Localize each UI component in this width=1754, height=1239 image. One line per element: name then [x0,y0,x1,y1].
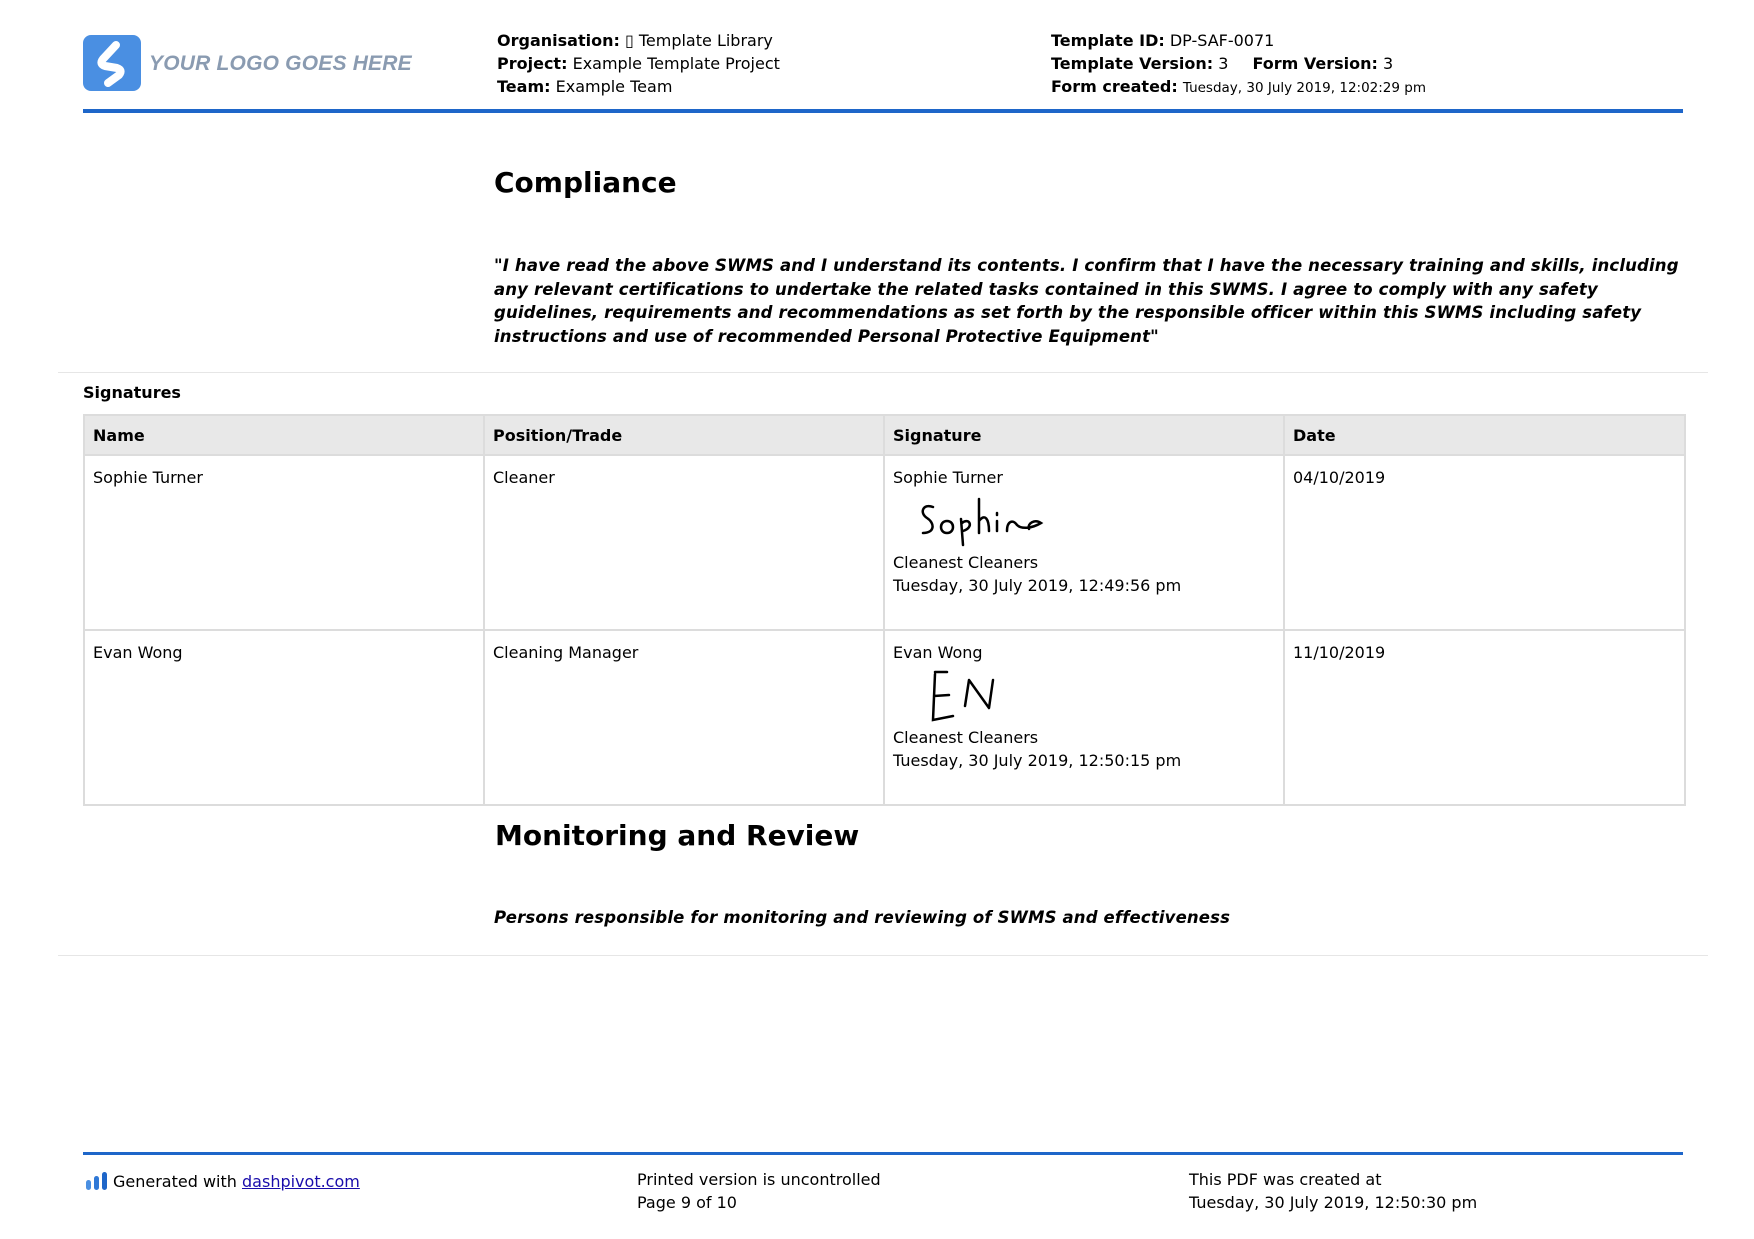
handwritten-signature [913,493,1063,549]
pdf-created-value: Tuesday, 30 July 2019, 12:50:30 pm [1189,1193,1478,1212]
monitoring-title: Monitoring and Review [495,819,860,852]
page-number: Page 9 of 10 [637,1193,737,1212]
signer-name: Evan Wong [893,643,983,662]
compliance-statement: "I have read the above SWMS and I understand its contents. I confirm that I have the necessary training and skills, including any relevant certifications to undertake the related tasks contained in this SWMS. I agree to comply with any safety guidelines, requirements and recommendations as set forth by the responsible officer within this SWMS including safety instructions and use of recommended Personal Protective Equipment" [494,256,1679,346]
footer-divider [83,1152,1683,1155]
generated-prefix: Generated with [113,1172,237,1191]
signed-timestamp: Tuesday, 30 July 2019, 12:49:56 pm [893,576,1182,595]
signer-name: Sophie Turner [893,468,1003,487]
generated-with [85,1170,360,1193]
organisation-line [497,29,780,52]
uncontrolled-notice: Printed version is uncontrolled [637,1170,881,1189]
project-label: Project: [497,54,568,73]
form-version-value: 3 [1382,54,1394,73]
signatures-label: Signatures [83,383,181,402]
compliance-title: Compliance [494,166,677,199]
table-row [84,630,1685,805]
project-value: Example Template Project [572,54,780,73]
monitoring-subtitle: Persons responsible for monitoring and reviewing of SWMS and effectiveness [494,908,1231,927]
project-line [497,52,780,75]
form-created-label: Form created: [1051,77,1178,96]
template-version-label: Template Version: [1051,54,1214,73]
version-line [1051,52,1426,75]
section-divider [58,372,1708,373]
logo-icon [83,35,141,91]
organisation-label: Organisation: [497,31,620,50]
name-cell: Sophie Turner [84,455,484,630]
pdf-created [1189,1168,1477,1214]
signer-company: Cleanest Cleaners [893,728,1039,747]
position-cell: Cleaning Manager [484,630,884,805]
header-template-block [1051,29,1426,100]
date-cell: 04/10/2019 [1284,455,1685,630]
template-version-value: 3 [1218,54,1229,73]
dashpivot-link[interactable]: dashpivot.com [242,1172,360,1191]
print-notice [637,1168,881,1214]
header-org-block [497,29,780,98]
handwritten-signature [913,668,1063,724]
date-cell: 11/10/2019 [1284,630,1685,805]
table-header-row [84,415,1685,455]
header-divider [83,109,1683,113]
signatures-table [83,414,1686,806]
table-row [84,455,1685,630]
form-version-label: Form Version: [1252,54,1378,73]
column-header-signature: Signature [884,415,1284,455]
position-cell: Cleaner [484,455,884,630]
form-created-line [1051,75,1426,100]
team-line [497,75,780,98]
section-divider [58,955,1708,956]
dashpivot-logo-icon [85,1172,109,1190]
signed-timestamp: Tuesday, 30 July 2019, 12:50:15 pm [893,751,1182,770]
team-value: Example Team [555,77,673,96]
organisation-value: ▯ Template Library [624,31,773,50]
logo-text: YOUR LOGO GOES HERE [149,52,412,75]
signature-cell [884,630,1284,805]
template-id-line [1051,29,1426,52]
form-created-value: Tuesday, 30 July 2019, 12:02:29 pm [1182,80,1427,96]
column-header-name: Name [84,415,484,455]
template-id-value: DP-SAF-0071 [1169,31,1275,50]
column-header-date: Date [1284,415,1685,455]
column-header-position: Position/Trade [484,415,884,455]
template-id-label: Template ID: [1051,31,1165,50]
signature-cell [884,455,1284,630]
team-label: Team: [497,77,551,96]
pdf-created-label: This PDF was created at [1189,1170,1382,1189]
name-cell: Evan Wong [84,630,484,805]
signer-company: Cleanest Cleaners [893,553,1039,572]
